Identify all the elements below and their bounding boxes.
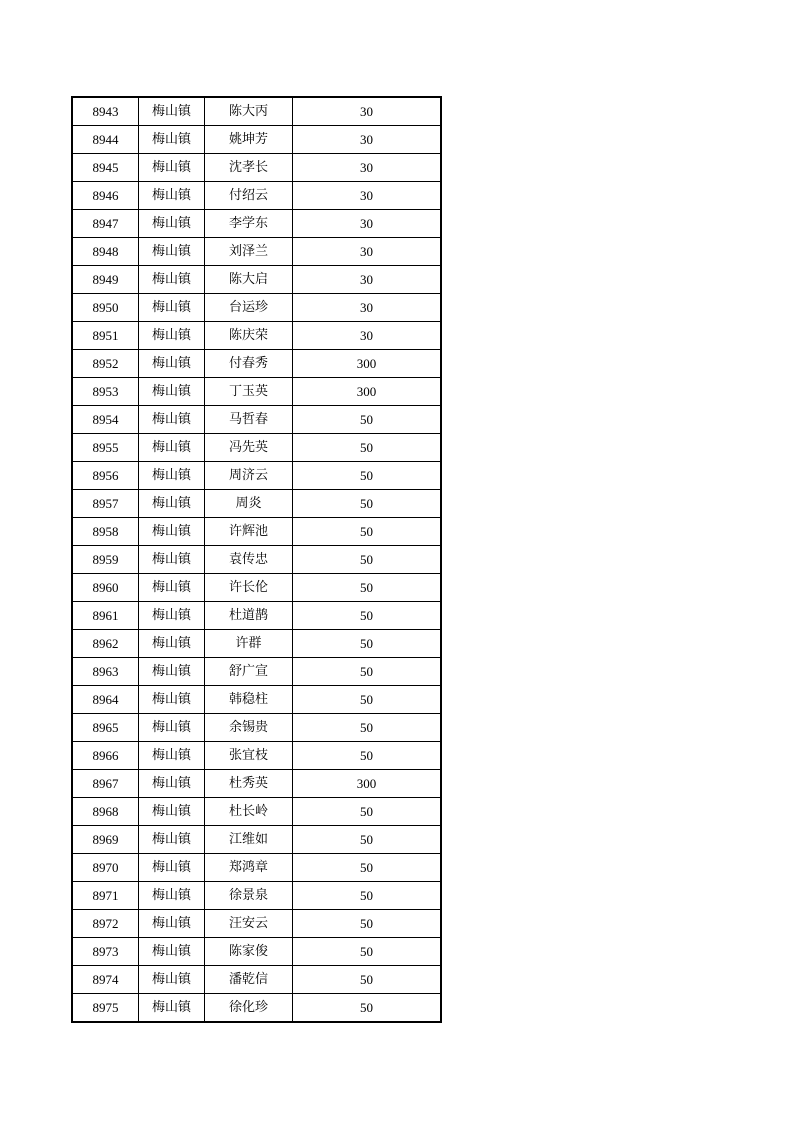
cell-id: 8957 — [72, 490, 139, 518]
cell-id: 8946 — [72, 182, 139, 210]
cell-town: 梅山镇 — [139, 742, 205, 770]
table-row — [72, 658, 441, 686]
cell-name: 刘泽兰 — [205, 238, 293, 266]
cell-amount: 50 — [293, 630, 442, 658]
table-row — [72, 518, 441, 546]
cell-id: 8948 — [72, 238, 139, 266]
cell-id: 8975 — [72, 994, 139, 1023]
cell-town: 梅山镇 — [139, 378, 205, 406]
cell-amount: 50 — [293, 742, 442, 770]
cell-town: 梅山镇 — [139, 938, 205, 966]
table-row — [72, 546, 441, 574]
cell-town: 梅山镇 — [139, 182, 205, 210]
table-row — [72, 574, 441, 602]
cell-amount: 50 — [293, 434, 442, 462]
cell-amount: 50 — [293, 462, 442, 490]
table-row — [72, 994, 441, 1023]
cell-id: 8943 — [72, 97, 139, 126]
cell-id: 8969 — [72, 826, 139, 854]
table-row — [72, 882, 441, 910]
cell-amount: 300 — [293, 770, 442, 798]
cell-town: 梅山镇 — [139, 154, 205, 182]
cell-name: 袁传忠 — [205, 546, 293, 574]
table-row — [72, 182, 441, 210]
table-row — [72, 490, 441, 518]
table-row — [72, 434, 441, 462]
table-row — [72, 406, 441, 434]
cell-id: 8972 — [72, 910, 139, 938]
cell-id: 8952 — [72, 350, 139, 378]
cell-town: 梅山镇 — [139, 294, 205, 322]
cell-name: 许长伦 — [205, 574, 293, 602]
cell-name: 陈家俊 — [205, 938, 293, 966]
cell-id: 8960 — [72, 574, 139, 602]
cell-id: 8944 — [72, 126, 139, 154]
cell-name: 沈孝长 — [205, 154, 293, 182]
cell-id: 8950 — [72, 294, 139, 322]
cell-town: 梅山镇 — [139, 490, 205, 518]
cell-amount: 30 — [293, 154, 442, 182]
cell-id: 8966 — [72, 742, 139, 770]
cell-amount: 50 — [293, 602, 442, 630]
cell-id: 8953 — [72, 378, 139, 406]
cell-amount: 30 — [293, 210, 442, 238]
cell-amount: 50 — [293, 406, 442, 434]
cell-town: 梅山镇 — [139, 798, 205, 826]
cell-amount: 300 — [293, 350, 442, 378]
table-row — [72, 966, 441, 994]
cell-name: 付春秀 — [205, 350, 293, 378]
cell-id: 8945 — [72, 154, 139, 182]
table-row — [72, 294, 441, 322]
data-table — [71, 96, 442, 1023]
cell-town: 梅山镇 — [139, 97, 205, 126]
cell-amount: 50 — [293, 966, 442, 994]
cell-amount: 50 — [293, 938, 442, 966]
cell-town: 梅山镇 — [139, 574, 205, 602]
cell-id: 8947 — [72, 210, 139, 238]
cell-name: 许辉池 — [205, 518, 293, 546]
cell-name: 台运珍 — [205, 294, 293, 322]
cell-town: 梅山镇 — [139, 406, 205, 434]
cell-town: 梅山镇 — [139, 882, 205, 910]
cell-amount: 50 — [293, 490, 442, 518]
cell-town: 梅山镇 — [139, 910, 205, 938]
cell-town: 梅山镇 — [139, 602, 205, 630]
cell-id: 8955 — [72, 434, 139, 462]
cell-amount: 50 — [293, 882, 442, 910]
table-row — [72, 798, 441, 826]
cell-town: 梅山镇 — [139, 854, 205, 882]
cell-name: 徐化珍 — [205, 994, 293, 1023]
cell-amount: 50 — [293, 546, 442, 574]
cell-name: 杜道鹊 — [205, 602, 293, 630]
cell-name: 周济云 — [205, 462, 293, 490]
table-row — [72, 238, 441, 266]
cell-name: 张宜枝 — [205, 742, 293, 770]
cell-town: 梅山镇 — [139, 826, 205, 854]
cell-amount: 50 — [293, 686, 442, 714]
cell-town: 梅山镇 — [139, 686, 205, 714]
table-row — [72, 910, 441, 938]
cell-id: 8965 — [72, 714, 139, 742]
cell-town: 梅山镇 — [139, 770, 205, 798]
cell-id: 8968 — [72, 798, 139, 826]
table-body — [72, 97, 441, 1022]
cell-name: 周炎 — [205, 490, 293, 518]
cell-amount: 50 — [293, 518, 442, 546]
cell-town: 梅山镇 — [139, 126, 205, 154]
cell-name: 姚坤芳 — [205, 126, 293, 154]
cell-id: 8956 — [72, 462, 139, 490]
cell-name: 潘乾信 — [205, 966, 293, 994]
cell-id: 8962 — [72, 630, 139, 658]
table-row — [72, 462, 441, 490]
cell-amount: 50 — [293, 826, 442, 854]
cell-amount: 30 — [293, 126, 442, 154]
table-row — [72, 770, 441, 798]
table-row — [72, 350, 441, 378]
cell-name: 陈庆荣 — [205, 322, 293, 350]
cell-town: 梅山镇 — [139, 714, 205, 742]
cell-town: 梅山镇 — [139, 266, 205, 294]
cell-amount: 300 — [293, 378, 442, 406]
cell-town: 梅山镇 — [139, 238, 205, 266]
cell-id: 8949 — [72, 266, 139, 294]
cell-name: 冯先英 — [205, 434, 293, 462]
cell-amount: 30 — [293, 266, 442, 294]
cell-town: 梅山镇 — [139, 210, 205, 238]
cell-id: 8951 — [72, 322, 139, 350]
table-row — [72, 602, 441, 630]
cell-town: 梅山镇 — [139, 322, 205, 350]
cell-id: 8963 — [72, 658, 139, 686]
cell-town: 梅山镇 — [139, 658, 205, 686]
cell-name: 杜长岭 — [205, 798, 293, 826]
cell-amount: 50 — [293, 994, 442, 1023]
cell-name: 付绍云 — [205, 182, 293, 210]
table-row — [72, 126, 441, 154]
table-row — [72, 826, 441, 854]
cell-name: 陈大启 — [205, 266, 293, 294]
table-row — [72, 714, 441, 742]
cell-id: 8970 — [72, 854, 139, 882]
cell-name: 许群 — [205, 630, 293, 658]
cell-town: 梅山镇 — [139, 518, 205, 546]
cell-name: 李学东 — [205, 210, 293, 238]
cell-name: 徐景泉 — [205, 882, 293, 910]
cell-town: 梅山镇 — [139, 630, 205, 658]
table-row — [72, 854, 441, 882]
cell-id: 8973 — [72, 938, 139, 966]
cell-name: 郑鸿章 — [205, 854, 293, 882]
cell-amount: 30 — [293, 182, 442, 210]
cell-town: 梅山镇 — [139, 350, 205, 378]
table-row — [72, 266, 441, 294]
cell-amount: 50 — [293, 658, 442, 686]
cell-id: 8954 — [72, 406, 139, 434]
cell-amount: 30 — [293, 322, 442, 350]
cell-name: 余锡贵 — [205, 714, 293, 742]
cell-name: 江维如 — [205, 826, 293, 854]
table-row — [72, 630, 441, 658]
table-row — [72, 938, 441, 966]
cell-amount: 50 — [293, 714, 442, 742]
table-row — [72, 210, 441, 238]
table-row — [72, 742, 441, 770]
cell-name: 陈大丙 — [205, 97, 293, 126]
cell-name: 马哲春 — [205, 406, 293, 434]
cell-id: 8958 — [72, 518, 139, 546]
cell-town: 梅山镇 — [139, 994, 205, 1023]
table-row — [72, 378, 441, 406]
cell-amount: 30 — [293, 238, 442, 266]
cell-amount: 30 — [293, 97, 442, 126]
cell-name: 丁玉英 — [205, 378, 293, 406]
cell-id: 8959 — [72, 546, 139, 574]
cell-id: 8961 — [72, 602, 139, 630]
cell-amount: 30 — [293, 294, 442, 322]
cell-id: 8974 — [72, 966, 139, 994]
cell-name: 汪安云 — [205, 910, 293, 938]
table-row — [72, 97, 441, 126]
cell-id: 8964 — [72, 686, 139, 714]
cell-amount: 50 — [293, 910, 442, 938]
cell-town: 梅山镇 — [139, 966, 205, 994]
cell-name: 杜秀英 — [205, 770, 293, 798]
cell-id: 8967 — [72, 770, 139, 798]
cell-town: 梅山镇 — [139, 462, 205, 490]
cell-amount: 50 — [293, 854, 442, 882]
cell-town: 梅山镇 — [139, 546, 205, 574]
cell-id: 8971 — [72, 882, 139, 910]
cell-name: 舒广宣 — [205, 658, 293, 686]
table-row — [72, 322, 441, 350]
cell-amount: 50 — [293, 798, 442, 826]
cell-amount: 50 — [293, 574, 442, 602]
table-row — [72, 154, 441, 182]
cell-name: 韩稳柱 — [205, 686, 293, 714]
table-row — [72, 686, 441, 714]
cell-town: 梅山镇 — [139, 434, 205, 462]
